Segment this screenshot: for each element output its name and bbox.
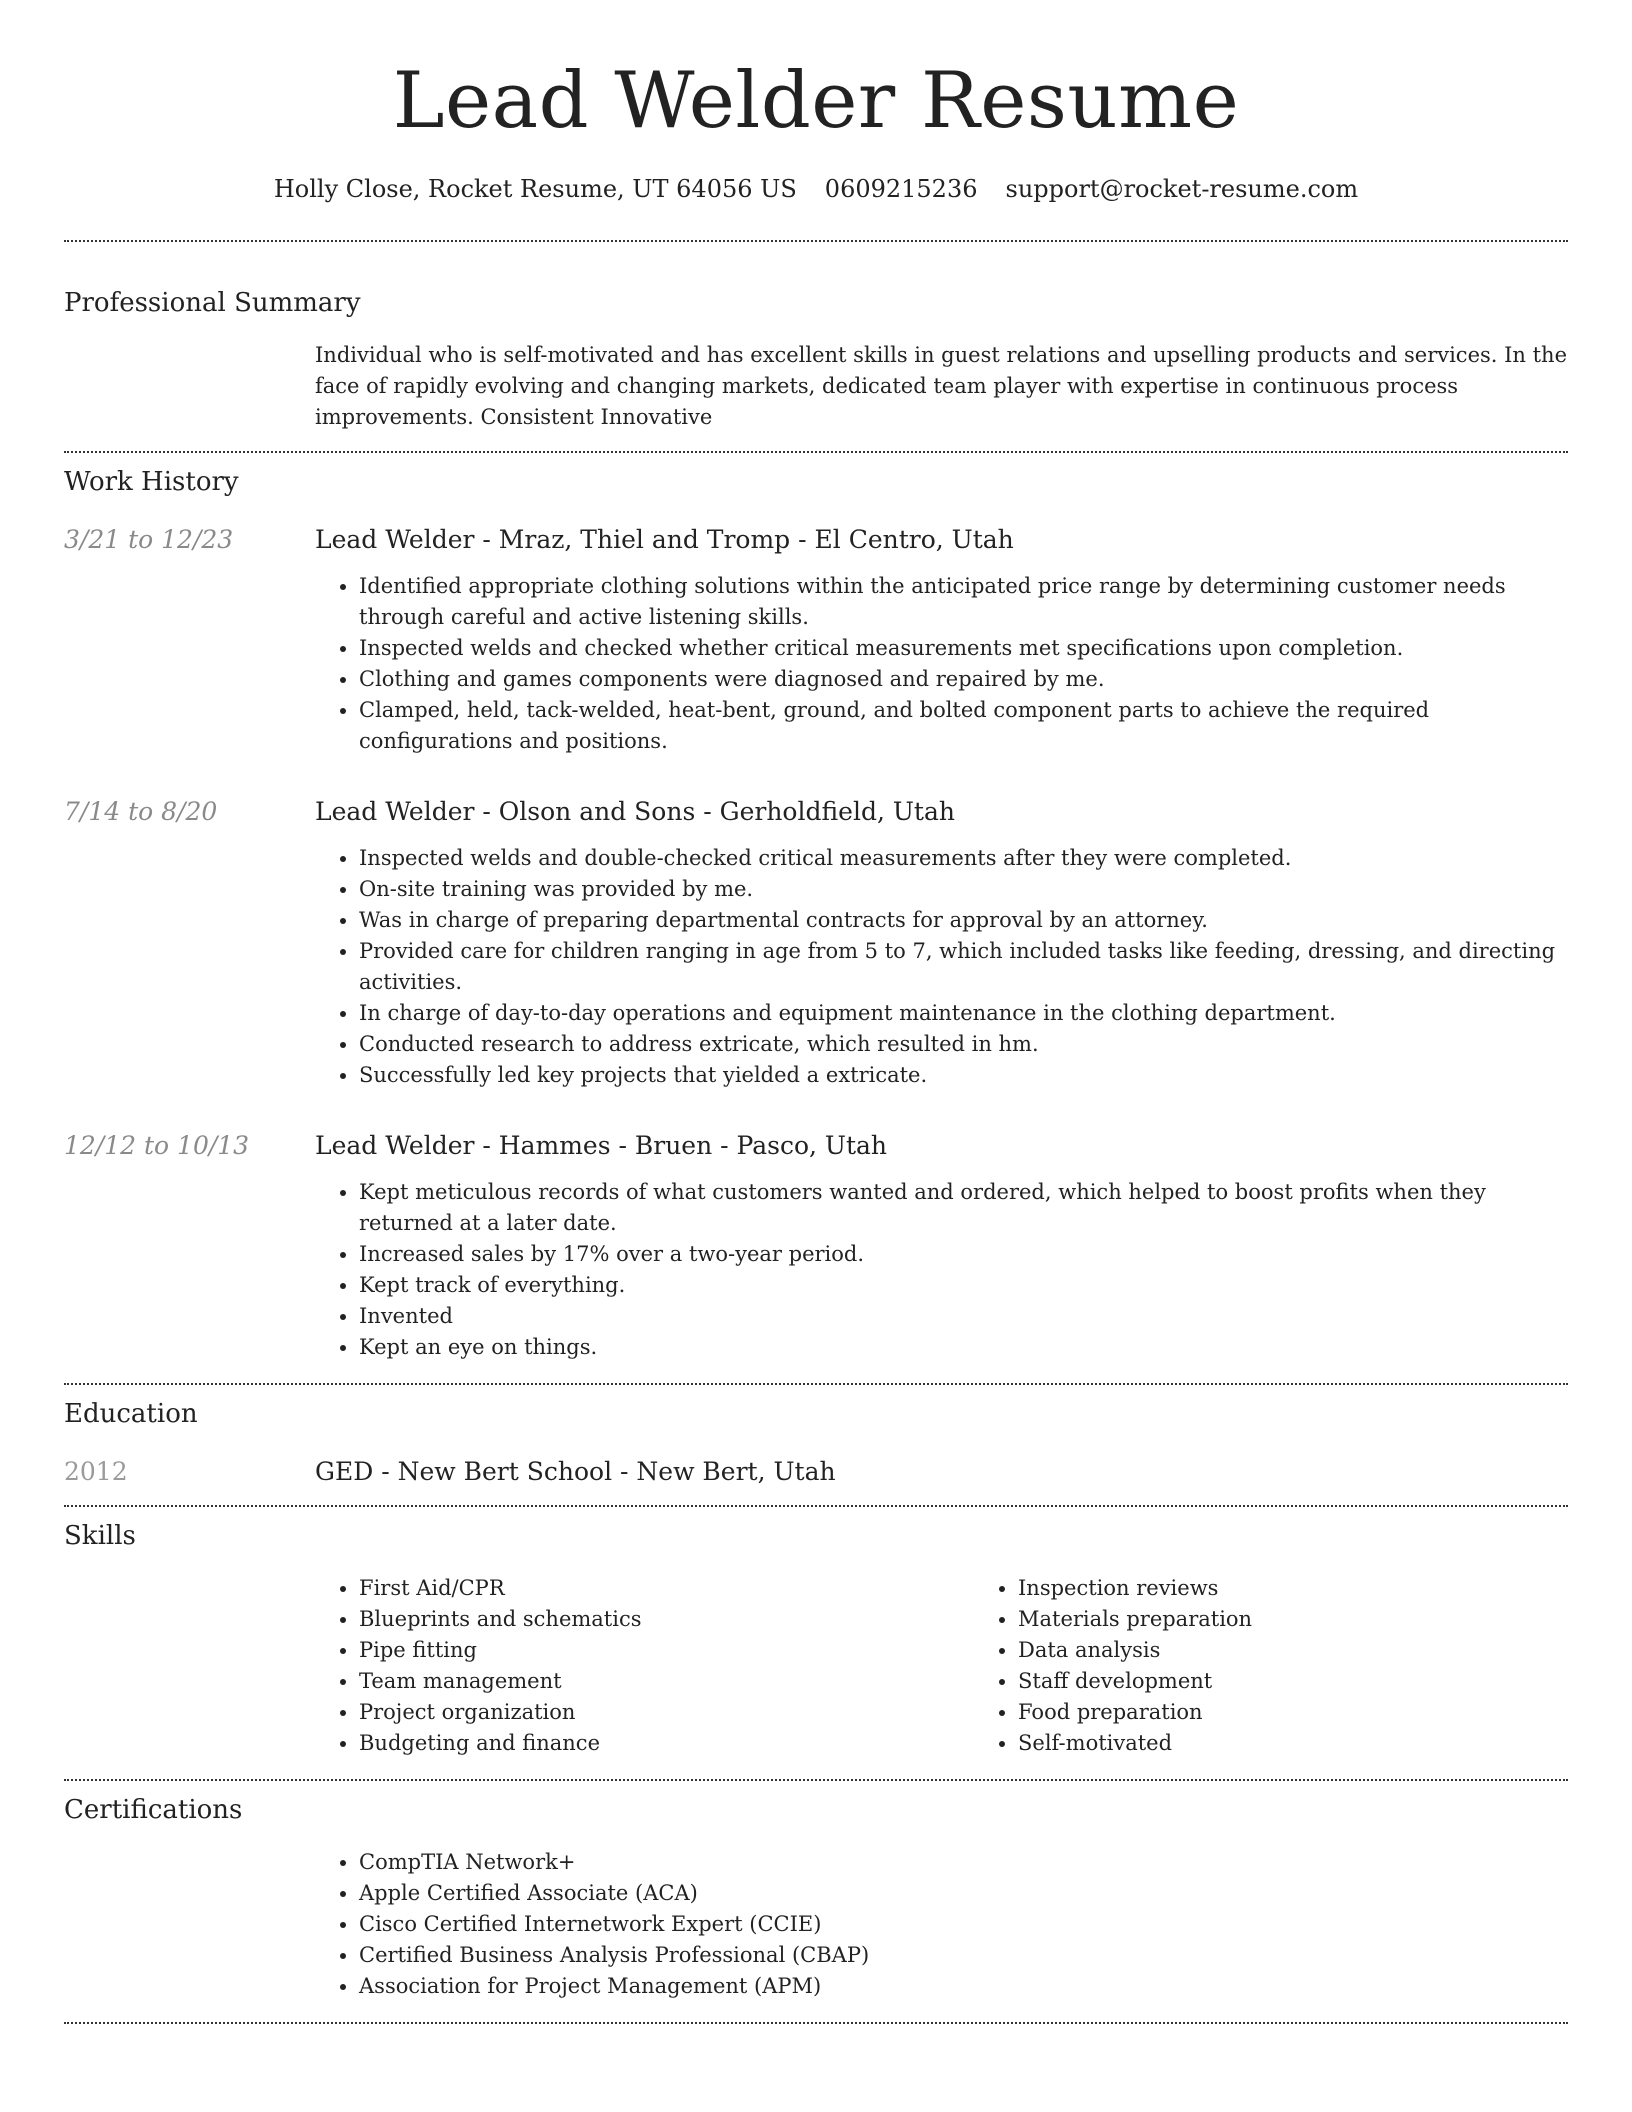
list-item: • Kept an eye on things. [359, 1332, 1568, 1363]
list-item: • Was in charge of preparing departmental contracts for approval by an attorney. [359, 905, 1568, 936]
certifications-body [315, 1847, 1568, 2002]
job-bullets [315, 571, 1568, 757]
job-bullets [315, 1177, 1568, 1363]
job-entry [64, 523, 1568, 757]
education-heading: Education [64, 1399, 198, 1429]
job-title: Lead Welder - Olson and Sons - Gerholdfield, Utah [315, 797, 955, 826]
list-item: • Kept meticulous records of what customers wanted and ordered, which helped to boost profits when they returned at a later date. [359, 1177, 1568, 1239]
skills-section [64, 1519, 1568, 1759]
education-section [64, 1397, 1568, 1489]
job-entry [64, 1129, 1568, 1363]
list-item: • Cisco Certified Internetwork Expert (CCIE) [359, 1909, 1568, 1940]
list-item: • Successfully led key projects that yielded a extricate. [359, 1060, 1568, 1091]
list-item: • Inspected welds and checked whether critical measurements met specifications upon completion. [359, 633, 1568, 664]
contact-phone: 0609215236 [824, 175, 978, 203]
list-item: • Pipe fitting [359, 1635, 974, 1666]
job-body [315, 523, 1568, 757]
list-item: • Team management [359, 1666, 974, 1697]
list-item: • Certified Business Analysis Professional (CBAP) [359, 1940, 1568, 1971]
summary-heading: Professional Summary [64, 288, 361, 318]
job-dates: 7/14 to 8/20 [64, 797, 218, 826]
list-item: • Clothing and games components were diagnosed and repaired by me. [359, 664, 1568, 695]
list-item: • In charge of day-to-day operations and equipment maintenance in the clothing department. [359, 998, 1568, 1029]
list-item: • Self-motivated [1018, 1728, 1632, 1759]
divider [64, 2022, 1568, 2024]
education-body [315, 1455, 1568, 1489]
divider [64, 451, 1568, 453]
list-item: • CompTIA Network+ [359, 1847, 1568, 1878]
divider [64, 1505, 1568, 1507]
resume-title: Lead Welder Resume [392, 56, 1240, 146]
certifications-list [315, 1847, 1568, 2002]
list-item: • On-site training was provided by me. [359, 874, 1568, 905]
list-item: • Kept track of everything. [359, 1270, 1568, 1301]
summary-body [315, 340, 1568, 433]
summary-section [64, 286, 1568, 433]
job-title: Lead Welder - Mraz, Thiel and Tromp - El Centro, Utah [315, 525, 1014, 554]
list-item: • Project organization [359, 1697, 974, 1728]
list-item: • Identified appropriate clothing solutions within the anticipated price range by determining customer needs through careful and active listening skills. [359, 571, 1568, 633]
certifications-row [64, 1847, 1568, 2002]
list-item: • Apple Certified Associate (ACA) [359, 1878, 1568, 1909]
certifications-section [64, 1793, 1568, 2002]
summary-row [64, 340, 1568, 433]
divider [64, 240, 1568, 242]
list-item: • Food preparation [1018, 1697, 1632, 1728]
list-item: • Conducted research to address extricate, which resulted in hm. [359, 1029, 1568, 1060]
job-body [315, 795, 1568, 1091]
education-entry [64, 1455, 1568, 1489]
contact-line [64, 172, 1568, 206]
contact-email: support@rocket-resume.com [1005, 175, 1359, 203]
list-item: • Budgeting and finance [359, 1728, 974, 1759]
skills-row [64, 1573, 1568, 1759]
job-title: Lead Welder - Hammes - Bruen - Pasco, Utah [315, 1131, 888, 1160]
skills-heading: Skills [64, 1521, 136, 1551]
skills-list-left [315, 1573, 974, 1759]
list-item: • Inspected welds and double-checked critical measurements after they were completed. [359, 843, 1568, 874]
summary-text: Individual who is self-motivated and has excellent skills in guest relations and upselling products and services. In the face of rapidly evolving and changing markets, dedicated team player with expertise in continuous process improvements. Consistent Innovative [315, 343, 1568, 429]
contact-address: Holly Close, Rocket Resume, UT 64056 US [273, 175, 797, 203]
divider [64, 1779, 1568, 1781]
skills-columns [315, 1573, 1632, 1759]
list-item: • Association for Project Management (APM) [359, 1971, 1568, 2002]
skills-list-right [974, 1573, 1632, 1759]
list-item: • Provided care for children ranging in age from 5 to 7, which included tasks like feeding, dressing, and directing activities. [359, 936, 1568, 998]
list-item: • Materials preparation [1018, 1604, 1632, 1635]
job-dates: 12/12 to 10/13 [64, 1131, 250, 1160]
list-item: • Invented [359, 1301, 1568, 1332]
list-item: • Data analysis [1018, 1635, 1632, 1666]
job-bullets [315, 843, 1568, 1091]
education-year: 2012 [64, 1457, 128, 1486]
list-item: • First Aid/CPR [359, 1573, 974, 1604]
divider [64, 1383, 1568, 1385]
list-item: • Inspection reviews [1018, 1573, 1632, 1604]
job-body [315, 1129, 1568, 1363]
list-item: • Increased sales by 17% over a two-year period. [359, 1239, 1568, 1270]
certifications-heading: Certifications [64, 1795, 243, 1825]
work-section [64, 465, 1568, 1363]
list-item: • Clamped, held, tack-welded, heat-bent, ground, and bolted component parts to achieve the required configurations and positions. [359, 695, 1568, 757]
education-line: GED - New Bert School - New Bert, Utah [315, 1457, 836, 1486]
list-item: • Staff development [1018, 1666, 1632, 1697]
job-entry [64, 795, 1568, 1091]
list-item: • Blueprints and schematics [359, 1604, 974, 1635]
job-dates: 3/21 to 12/23 [64, 525, 234, 554]
work-heading: Work History [64, 467, 239, 497]
